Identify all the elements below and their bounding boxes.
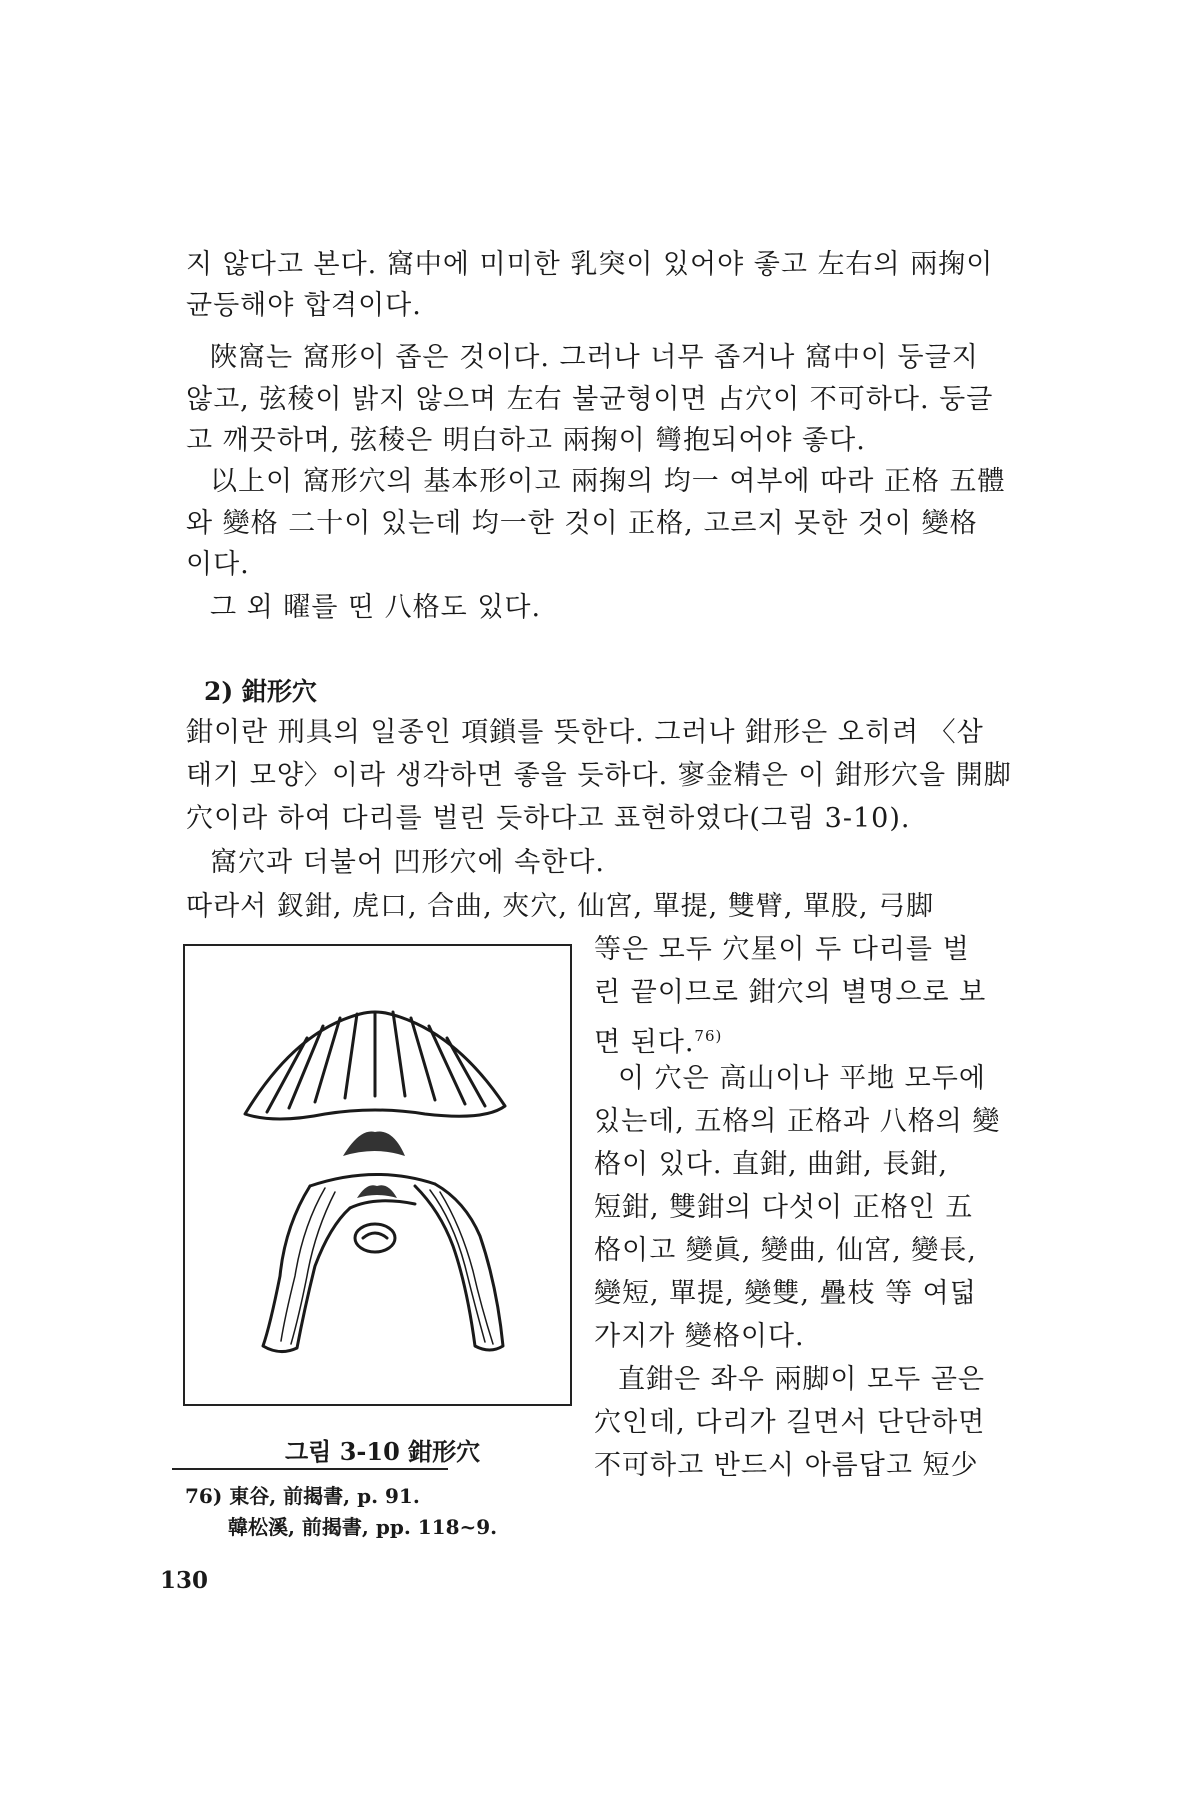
text-line: 等은 모두 穴星이 두 다리를 벌 (594, 934, 970, 965)
text-line: 태기 모양〉이라 생각하면 좋을 듯하다. 寥金精은 이 鉗形穴을 開脚 (186, 760, 1012, 791)
section-heading: 2) 鉗形穴 (204, 677, 317, 706)
text-line: 균등해야 합격이다. (186, 290, 422, 321)
text-span: 면 된다. (594, 1027, 695, 1058)
lower-peak-shading (357, 1185, 397, 1198)
left-leg-outline (263, 1186, 350, 1352)
text-line: 以上이 窩形穴의 基本形이고 兩掬의 均一 여부에 따라 正格 五體 (210, 466, 1006, 497)
page-number: 130 (160, 1567, 209, 1594)
text-line: 그 외 曜를 띤 八格도 있다. (210, 592, 542, 623)
text-line: 直鉗은 좌우 兩脚이 모두 곧은 (618, 1364, 985, 1395)
text-line: 지 않다고 본다. 窩中에 미미한 乳突이 있어야 좋고 左右의 兩掬이 (186, 249, 994, 280)
figure-pincer-cave (183, 944, 572, 1406)
text-line (594, 1019, 722, 1060)
text-line: 格이고 變眞, 變曲, 仙宮, 變長, (594, 1235, 977, 1266)
footnote-divider (172, 1468, 448, 1470)
footnote: 76) 東谷, 前揭書, p. 91. (185, 1484, 420, 1508)
text-line: 窩穴과 더불어 凹形穴에 속한다. (210, 847, 605, 878)
text-line: 短鉗, 雙鉗의 다섯이 正格인 五 (594, 1192, 974, 1223)
text-line: 鉗이란 刑具의 일종인 項鎖를 뜻한다. 그러나 鉗形은 오히려 〈삼 (186, 717, 984, 748)
text-line: 가지가 變格이다. (594, 1321, 805, 1352)
text-line: 格이 있다. 直鉗, 曲鉗, 長鉗, (594, 1149, 948, 1180)
text-line: 따라서 釵鉗, 虎口, 合曲, 夾穴, 仙宮, 單提, 雙臂, 單股, 弓脚 (186, 891, 935, 922)
text-line: 않고, 弦稜이 밝지 않으며 左右 불균형이면 占穴이 不可하다. 둥글 (186, 384, 994, 415)
right-leg-outline (415, 1184, 503, 1350)
text-line: 穴인데, 다리가 길면서 단단하면 (594, 1407, 986, 1438)
text-line: 穴이라 하여 다리를 벌린 듯하다고 표현하였다(그림 3-10). (186, 803, 911, 834)
text-line: 變短, 單提, 變雙, 疊枝 等 여덟 (594, 1278, 977, 1309)
text-line: 린 끝이므로 鉗穴의 별명으로 보 (594, 977, 987, 1008)
figure-caption: 그림 3-10 鉗形穴 (285, 1437, 481, 1466)
footnote-ref: 76) (694, 1027, 723, 1045)
text-line: 이 穴은 高山이나 平地 모두에 (618, 1063, 986, 1094)
footnote: 韓松溪, 前揭書, pp. 118~9. (228, 1515, 498, 1539)
text-line: 고 깨끗하며, 弦稜은 明白하고 兩掬이 彎抱되어야 좋다. (186, 425, 866, 456)
pincer-cave-illustration (185, 946, 570, 1404)
text-line: 와 變格 二十이 있는데 均一한 것이 正格, 고르지 못한 것이 變格 (186, 508, 978, 539)
text-line: 있는데, 五格의 正格과 八格의 變 (594, 1106, 1001, 1137)
text-line: 不可하고 반드시 아름답고 短少 (594, 1450, 979, 1481)
upper-peak-shading (343, 1132, 405, 1157)
text-line: 陜窩는 窩形이 좁은 것이다. 그러나 너무 좁거나 窩中이 둥글지 (210, 342, 979, 373)
text-line: 이다. (186, 549, 250, 580)
